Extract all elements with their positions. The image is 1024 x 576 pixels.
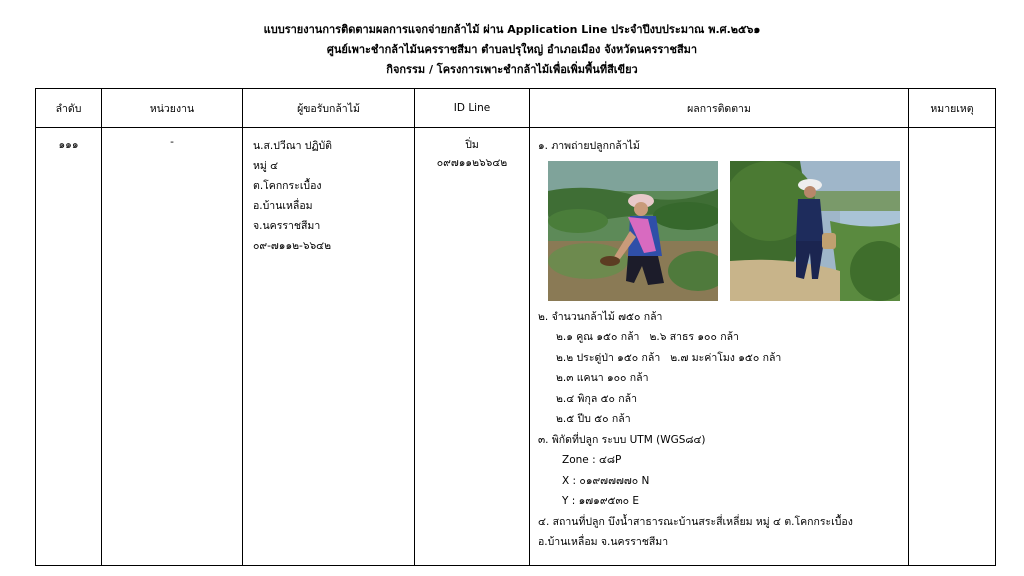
tree-item: ๒.๔ พิกุล ๕๐ กล้า <box>556 392 637 405</box>
tree-line-5 <box>538 409 904 430</box>
cell-no: ๑๑๑ <box>36 128 102 566</box>
recipient-phone: ๐๙-๗๑๑๒-๖๖๔๒ <box>253 240 332 252</box>
report-subtitle: ศูนย์เพาะชำกล้าไม้นครราชสีมา ตำบลปรุใหญ่ อำเภอเมือง จังหวัดนครราชสีมา <box>326 43 698 56</box>
col-header-result: ผลการติดตาม <box>530 89 909 128</box>
planting-photo-1 <box>548 161 718 301</box>
table-header-row <box>36 89 996 128</box>
recipient-village: หมู่ ๔ <box>253 160 279 172</box>
cell-recipient <box>243 128 415 566</box>
cell-agency: - <box>102 128 243 566</box>
tree-line-4 <box>538 389 904 410</box>
utm-x: X : ๐๑๙๗๗๗๗๐ N <box>562 474 650 487</box>
col-header-recipient: ผู้ขอรับกล้าไม้ <box>243 89 415 128</box>
col-header-no: ลำดับ <box>36 89 102 128</box>
tree-item: ๒.๗ มะค่าโมง ๑๕๐ กล้า <box>670 351 782 364</box>
recipient-district: อ.บ้านเหลื่อม <box>253 200 313 212</box>
planting-photo-2 <box>730 161 900 301</box>
recipient-province: จ.นครราชสีมา <box>253 220 321 232</box>
tree-item: ๒.๒ ประดู่ป่า ๑๕๐ กล้า <box>556 351 661 364</box>
result-item-4: ๔. สถานที่ปลูก บึงน้ำสาธารณะบ้านสระสี่เหลี่ยม หมู่ ๔ ต.โคกกระเบื้อง อ.บ้านเหลื่อม จ.นครราชสีมา <box>538 515 853 548</box>
photo-row <box>548 161 904 301</box>
recipient-name: น.ส.ปวีณา ปฏิบัติ <box>253 140 332 152</box>
report-title: แบบรายงานการติดตามผลการแจกจ่ายกล้าไม้ ผ่าน Application Line ประจำปีงบประมาณ พ.ศ.๒๕๖๑ <box>263 23 761 36</box>
cell-remark <box>909 128 996 566</box>
utm-y: Y : ๑๗๑๙๕๓๐ E <box>562 495 640 507</box>
col-header-remark: หมายเหตุ <box>909 89 996 128</box>
tree-line-1 <box>538 327 904 348</box>
result-item-1: ๑. ภาพถ่ายปลูกกล้าไม้ <box>538 140 640 152</box>
tree-item: ๒.๓ แคนา ๑๐๐ กล้า <box>556 372 649 384</box>
tree-item: ๒.๑ คูณ ๑๕๐ กล้า <box>556 331 640 343</box>
cell-result <box>530 128 909 566</box>
col-header-id-line: ID Line <box>415 89 530 128</box>
tree-item: ๒.๖ สาธร ๑๐๐ กล้า <box>649 331 739 343</box>
result-item-3: ๓. พิกัดที่ปลูก ระบบ UTM (WGS๘๔) <box>538 433 706 446</box>
cell-id-line <box>415 128 530 566</box>
col-header-agency: หน่วยงาน <box>102 89 243 128</box>
report-header <box>0 20 1024 80</box>
line-id-name: ปิ่ม <box>465 139 479 151</box>
line-id-number: ๐๙๗๑๑๒๖๖๔๒ <box>436 157 508 169</box>
result-item-2: ๒. จำนวนกล้าไม้ ๗๕๐ กล้า <box>538 310 663 323</box>
table-row <box>36 128 996 566</box>
recipient-subdistrict: ต.โคกกระเบื้อง <box>253 180 322 192</box>
tree-line-3 <box>538 368 904 389</box>
report-activity: กิจกรรม / โครงการเพาะชำกล้าไม้เพื่อเพิ่มพื้นที่สีเขียว <box>386 63 638 76</box>
tree-line-2 <box>538 348 904 369</box>
report-table <box>35 88 996 566</box>
utm-zone: Zone : ๔๘P <box>562 454 622 466</box>
tree-item: ๒.๕ ปีบ ๕๐ กล้า <box>556 413 631 425</box>
